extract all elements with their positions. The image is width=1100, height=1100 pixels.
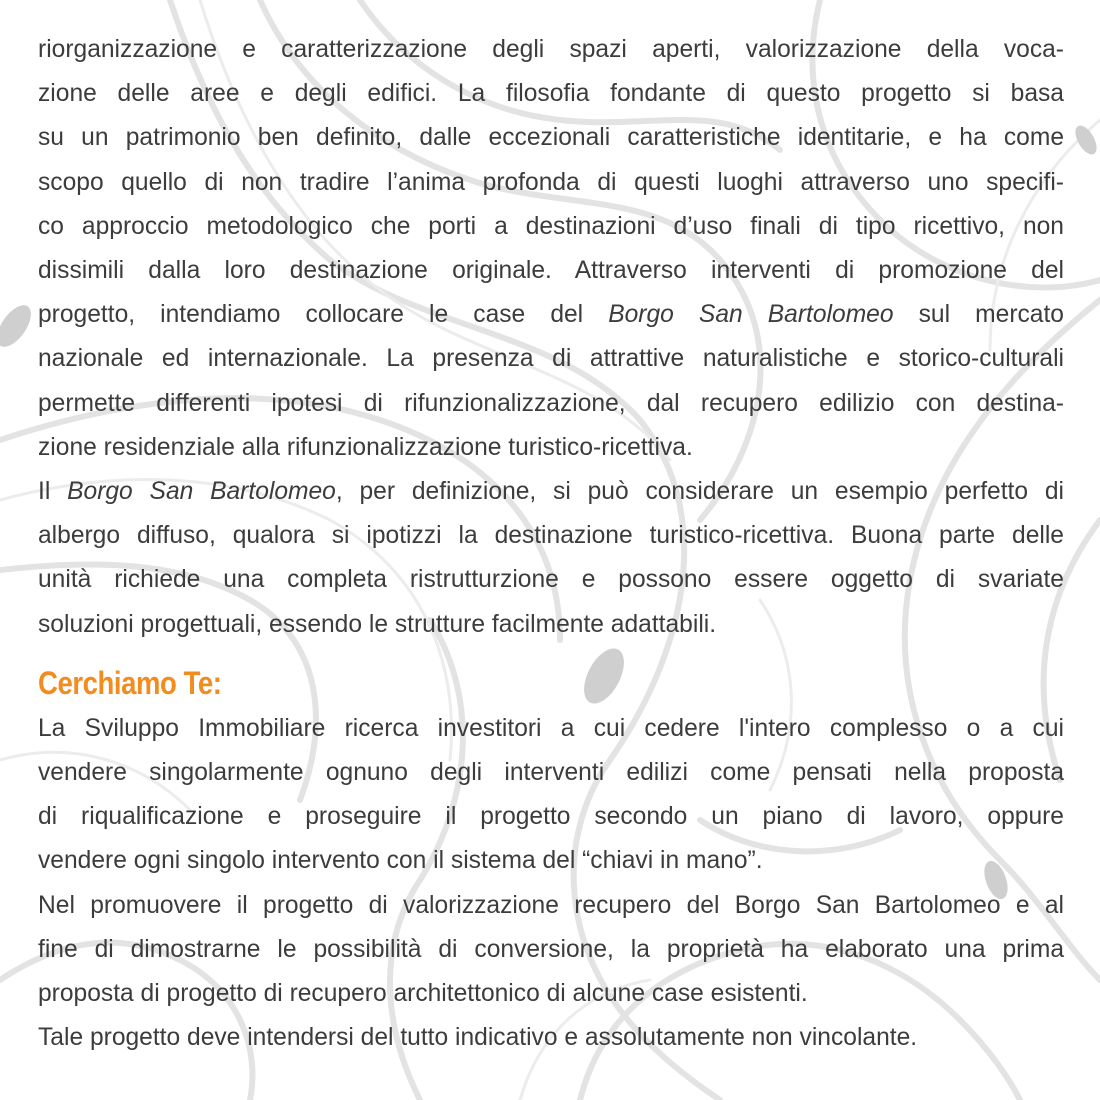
text-line: Nel promuovere il progetto di valorizzazione recupero del Borgo San Bartolomeo e al xyxy=(38,891,1064,919)
borgo-name-emphasis: Borgo San Bartolomeo xyxy=(67,478,336,506)
text-line: dissimili dalla loro destinazione originale. Attraverso interventi di promozione del xyxy=(38,257,1064,285)
text-line: soluzioni progettuali, essendo le strutture facilmente adattabili. xyxy=(38,610,717,638)
text-line: di riqualificazione e proseguire il progetto secondo un piano di lavoro, oppure xyxy=(38,803,1064,831)
text-line: scopo quello di non tradire l’anima profonda di questi luoghi attraverso uno specifi- xyxy=(38,168,1064,196)
text-line: permette differenti ipotesi di rifunzionalizzazione, dal recupero edilizio con destina- xyxy=(38,389,1064,417)
text-line: unità richiede una completa ristrutturzione e possono essere oggetto di svariate xyxy=(38,566,1064,594)
text-line: riorganizzazione e caratterizzazione degli spazi aperti, valorizzazione della voca- xyxy=(38,36,1064,63)
search-paragraph xyxy=(38,707,1064,884)
document-body xyxy=(38,28,1064,1060)
text-line: zione residenziale alla rifunzionalizzazione turistico-ricettiva. xyxy=(38,433,693,461)
text-line: vendere ogni singolo intervento con il sistema del “chiavi in mano”. xyxy=(38,847,763,875)
section-heading: Cerchiamo Te: xyxy=(38,664,222,701)
text-line: su un patrimonio ben definito, dalle eccezionali caratteristiche identitarie, e ha come xyxy=(38,124,1064,152)
text-run: Il xyxy=(38,478,68,506)
text-line: albergo diffuso, qualora si ipotizzi la destinazione turistico-ricettiva. Buona parte delle xyxy=(38,522,1064,550)
text-line: zione delle aree e degli edifici. La filosofia fondante di questo progetto si basa xyxy=(38,80,1064,108)
text-line xyxy=(38,470,1064,514)
text-line: nazionale ed internazionale. La presenza di attrattive naturalistiche e storico-culturali xyxy=(38,345,1064,373)
text-line: fine di dimostrarne le possibilità di conversione, la proprietà ha elaborato una prima xyxy=(38,935,1064,963)
text-line: proposta di progetto di recupero architettonico di alcune case esistenti. xyxy=(38,980,808,1008)
text-run: sul mercato xyxy=(893,301,1064,329)
borgo-name-emphasis: Borgo San Bartolomeo xyxy=(608,301,894,329)
borgo-paragraph xyxy=(38,470,1064,647)
text-line: co approccio metodologico che porti a destinazioni d’uso finali di tipo ricettivo, non xyxy=(38,212,1064,240)
text-line: vendere singolarmente ognuno degli interventi edilizi come pensati nella proposta xyxy=(38,759,1064,787)
promo-paragraph xyxy=(38,884,1064,1017)
text-line: La Sviluppo Immobiliare ricerca investitori a cui cedere l'intero complesso o a cui xyxy=(38,714,1064,742)
intro-paragraph xyxy=(38,28,1064,470)
text-line xyxy=(38,293,1064,337)
text-run: , per definizione, si può considerare un esempio perfetto di xyxy=(335,478,1064,506)
text-run: progetto, intendiamo collocare le case del xyxy=(38,301,609,329)
text-line: Tale progetto deve intendersi del tutto indicativo e assolutamente non vincolante. xyxy=(38,1024,918,1052)
final-paragraph xyxy=(38,1016,1064,1060)
